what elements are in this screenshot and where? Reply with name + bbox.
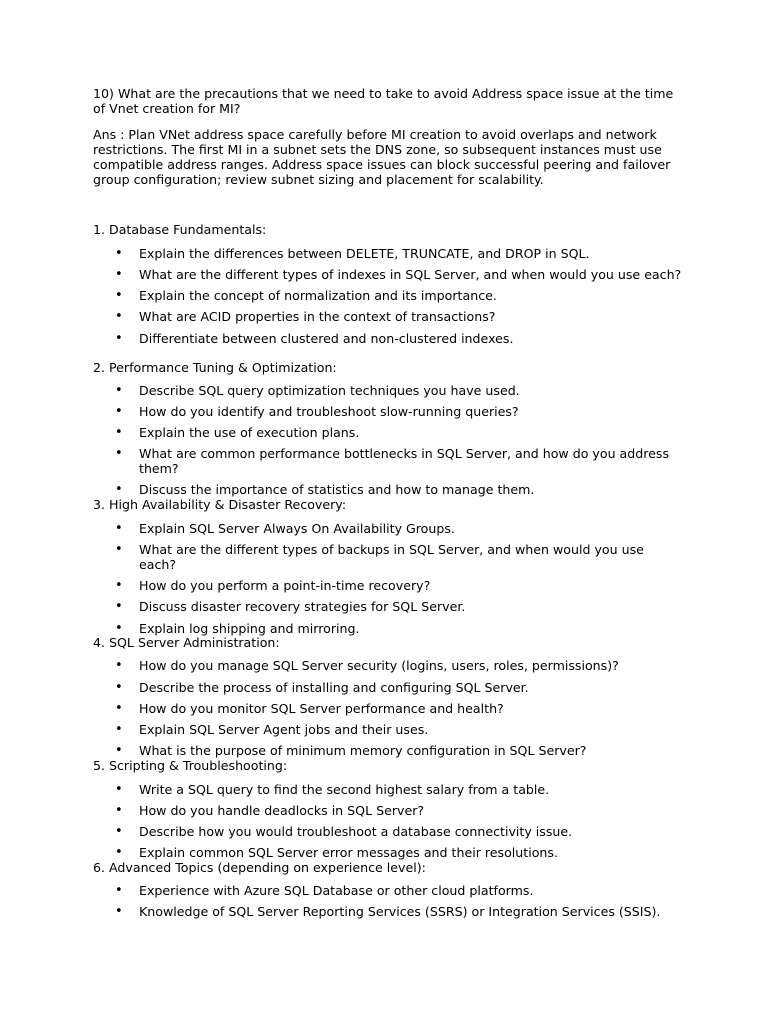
list-item: • Describe the process of installing and configuring SQL Server. bbox=[93, 680, 683, 695]
list-item: • Explain the concept of normalization and its importance. bbox=[93, 288, 683, 303]
list-item: • Describe SQL query optimization techniques you have used. bbox=[93, 383, 683, 398]
list-item: • Knowledge of SQL Server Reporting Services (SSRS) or Integration Services (SSIS). bbox=[93, 904, 683, 919]
section-performance-tuning bbox=[93, 360, 683, 497]
question-list bbox=[93, 521, 683, 636]
list-item: • What are common performance bottlenecks in SQL Server, and how do you address them? bbox=[93, 446, 683, 476]
list-item: • What are the different types of indexes in SQL Server, and when would you use each? bbox=[93, 267, 683, 282]
question-10-answer: Ans : Plan VNet address space carefully before MI creation to avoid overlaps and network restrictions. The first MI in a subnet sets the DNS zone, so subsequent instances must use compatible address ranges. Address space issues can block successful peering and failover group configuration; review subnet sizing and placement for scalability. bbox=[93, 127, 671, 187]
section-title: 2. Performance Tuning & Optimization: bbox=[93, 360, 337, 375]
list-item: • Write a SQL query to find the second highest salary from a table. bbox=[93, 782, 683, 797]
section-scripting-troubleshooting bbox=[93, 758, 683, 860]
list-item: • Differentiate between clustered and non-clustered indexes. bbox=[93, 331, 683, 346]
question-list bbox=[93, 383, 683, 497]
list-item: • How do you monitor SQL Server performance and health? bbox=[93, 701, 683, 716]
question-list bbox=[93, 883, 683, 919]
list-item: • What are the different types of backups in SQL Server, and when would you use each? bbox=[93, 542, 683, 572]
list-item: • How do you handle deadlocks in SQL Server? bbox=[93, 803, 683, 818]
section-sql-server-administration bbox=[93, 635, 683, 758]
list-item: • How do you manage SQL Server security (logins, users, roles, permissions)? bbox=[93, 658, 683, 673]
list-item: • Explain SQL Server Always On Availability Groups. bbox=[93, 521, 683, 536]
question-list bbox=[93, 782, 683, 860]
list-item: • Experience with Azure SQL Database or other cloud platforms. bbox=[93, 883, 683, 898]
list-item: • Explain the differences between DELETE, TRUNCATE, and DROP in SQL. bbox=[93, 246, 683, 261]
list-item: • What is the purpose of minimum memory configuration in SQL Server? bbox=[93, 743, 683, 758]
list-item: • What are ACID properties in the context of transactions? bbox=[93, 309, 683, 324]
list-item: • Explain common SQL Server error messages and their resolutions. bbox=[93, 845, 683, 860]
question-list bbox=[93, 658, 683, 758]
list-item: • Explain the use of execution plans. bbox=[93, 425, 683, 440]
section-title: 4. SQL Server Administration: bbox=[93, 635, 280, 650]
list-item: • Discuss the importance of statistics and how to manage them. bbox=[93, 482, 683, 497]
list-item: • Explain log shipping and mirroring. bbox=[93, 621, 683, 636]
list-item: • How do you perform a point-in-time recovery? bbox=[93, 578, 683, 593]
section-title: 3. High Availability & Disaster Recovery: bbox=[93, 497, 347, 512]
section-database-fundamentals bbox=[93, 222, 683, 346]
section-title: 1. Database Fundamentals: bbox=[93, 222, 267, 237]
list-item: • Describe how you would troubleshoot a database connectivity issue. bbox=[93, 824, 683, 839]
list-item: • How do you identify and troubleshoot slow-running queries? bbox=[93, 404, 683, 419]
section-title: 6. Advanced Topics (depending on experience level): bbox=[93, 860, 426, 875]
section-high-availability bbox=[93, 497, 683, 636]
list-item: • Explain SQL Server Agent jobs and their uses. bbox=[93, 722, 683, 737]
question-10-text: 10) What are the precautions that we need to take to avoid Address space issue at the time of Vnet creation for MI? bbox=[93, 86, 674, 116]
section-title: 5. Scripting & Troubleshooting: bbox=[93, 758, 288, 773]
question-list bbox=[93, 246, 683, 346]
section-advanced-topics bbox=[93, 860, 683, 919]
list-item: • Discuss disaster recovery strategies for SQL Server. bbox=[93, 599, 683, 614]
